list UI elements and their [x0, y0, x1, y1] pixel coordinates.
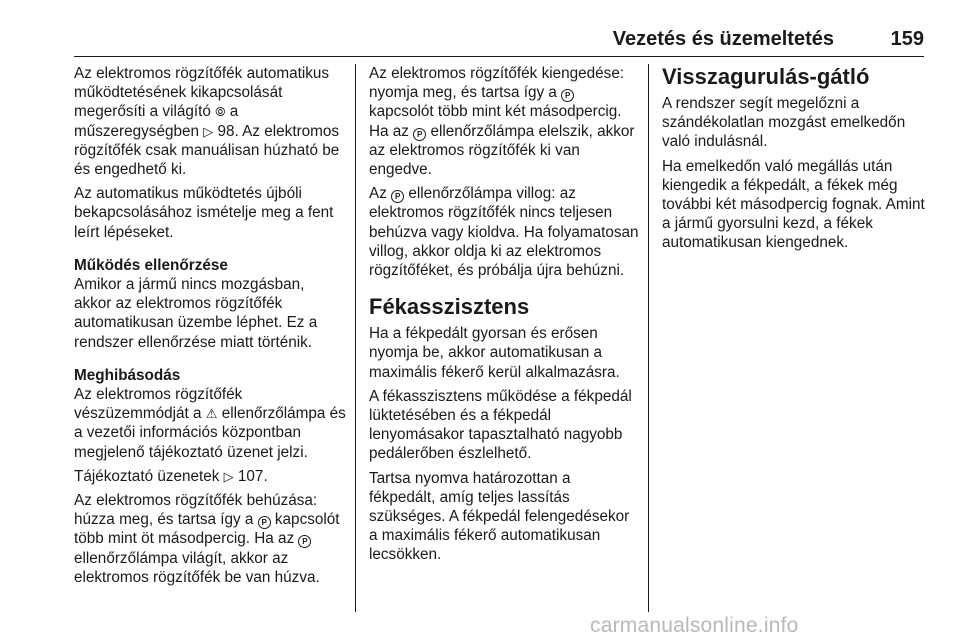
- paragraph: Tartsa nyomva határozottan a fékpedált, amíg teljes lassítás szükséges. A fékpedál felengedésekor a maximális fékerő automatikusan lecsökken.: [369, 469, 630, 564]
- paragraph: A fékasszisztens működése a fékpedál lüktetésében és a fékpedál lenyomásakor tapasztalható nagyobb pedálerőben észlelhető.: [369, 387, 632, 463]
- paragraph: Az elektromos rögzítőfék vészüzemmódját a ⚠ ellenőrzőlámpa és a vezetői információs központban megjelenő tájékoztató üzenet jelzi.: [74, 386, 346, 461]
- column-divider-2: [648, 64, 649, 612]
- page-header: [74, 28, 924, 56]
- reference-arrow-icon: ▷: [203, 123, 214, 139]
- column-3: [662, 64, 930, 258]
- paragraph: Az elektromos rögzítőfék kiengedése: nyomja meg, és tartsa így a P kapcsolót több mint két másodpercig. Ha az P ellenőrzőlámpa elelszik, akkor az elektromos rögzítőfék ki van engedve.: [369, 65, 635, 179]
- reference-arrow-icon: ▷: [223, 468, 234, 484]
- parking-brake-p-icon: P: [258, 516, 271, 529]
- page-reference-link[interactable]: 107: [237, 467, 264, 485]
- paragraph: A rendszer segít megelőzni a szándékolatlan mozgást emelkedőn való indulásnál.: [662, 95, 906, 151]
- subheading: Meghibásodás: [74, 366, 181, 384]
- paragraph: Ha a fékpedált gyorsan és erősen nyomja be, akkor automatikusan a maximális fékerő kerül alkalmazásra.: [369, 325, 620, 381]
- watermark: carmanualsonline.info: [590, 614, 799, 637]
- section-heading: Visszagurulás-gátló: [662, 64, 870, 89]
- parking-brake-auto-icon: ⦾: [215, 104, 226, 120]
- paragraph: Tájékoztató üzenetek ▷ 107.: [74, 467, 268, 485]
- section-heading: Fékasszisztens: [369, 294, 530, 320]
- paragraph: Az automatikus működtetés újbóli bekapcsolásához ismételje meg a fent leírt lépéseket.: [74, 185, 334, 241]
- parking-brake-p-icon: P: [391, 190, 404, 203]
- paragraph: Amikor a jármű nincs mozgásban, akkor az elektromos rögzítőfék automatikusan üzembe léphet. Ez a rendszer ellenőrzése miatt történik.: [74, 276, 318, 351]
- paragraph: Az elektromos rögzítőfék behúzása: húzza meg, és tartsa így a P kapcsolót több mint öt másodpercig. Ha az P ellenőrzőlámpa világít, akkor az elektromos rögzítőfék be van húzva.: [74, 492, 340, 586]
- subheading: Működés ellenőrzése: [74, 256, 228, 274]
- header-rule: [74, 56, 924, 57]
- paragraph: Az P ellenőrzőlámpa villog: az elektromos rögzítőfék nincs teljesen behúzva vagy kioldva. Ha folyamatosan villog, akkor oldja ki az elektromos rögzítőféket, és próbálja újra behúzni.: [369, 185, 639, 280]
- paragraph: Az elektromos rögzítőfék automatikus működtetésének kikapcsolását megerősíti a világító ⦾ a műszeregységben ▷ 98. Az elektromos rögzítőfék csak manuálisan húzható be és engedhető ki.: [74, 65, 340, 179]
- column-divider-1: [355, 64, 356, 612]
- column-1: [74, 64, 346, 592]
- page-reference-link[interactable]: 98: [217, 122, 235, 140]
- column-2: [369, 64, 639, 570]
- parking-brake-p-icon: P: [561, 89, 574, 102]
- parking-brake-p-icon: P: [298, 535, 311, 548]
- parking-brake-fault-icon: ⚠: [205, 406, 218, 422]
- page-number: 159: [890, 28, 924, 50]
- paragraph: Ha emelkedőn való megállás után kiengedik a fékpedált, a fékek még további két másodpercig fognak. Amint a jármű gyorsulni kezd, a fékek automatikusan kiengednek.: [662, 157, 925, 252]
- parking-brake-p-icon: P: [413, 128, 426, 141]
- page-title: Vezetés és üzemeltetés: [612, 28, 834, 50]
